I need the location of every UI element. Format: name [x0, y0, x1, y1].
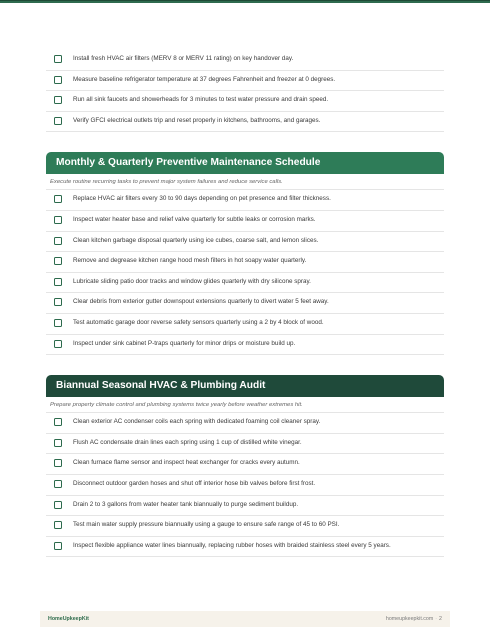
list-item[interactable] [46, 211, 444, 232]
list-item[interactable] [46, 71, 444, 92]
checkbox-icon[interactable] [54, 480, 62, 488]
task-text: Remove and degrease kitchen range hood mesh filters in hot soapy water quarterly. [73, 257, 307, 265]
checkbox-icon[interactable] [54, 195, 62, 203]
footer-separator: · [435, 616, 438, 622]
section-header: Biannual Seasonal HVAC & Plumbing Audit [46, 375, 444, 397]
checkbox-icon[interactable] [54, 96, 62, 104]
task-text: Clear debris from exterior gutter downspout extensions quarterly to divert water 5 feet away. [73, 298, 329, 306]
task-text: Clean exterior AC condenser coils each spring with dedicated foaming coil cleaner spray. [73, 418, 321, 426]
checkbox-icon[interactable] [54, 278, 62, 286]
list-item[interactable] [46, 454, 444, 475]
list-item[interactable] [46, 496, 444, 517]
checkbox-icon[interactable] [54, 55, 62, 63]
intro-task-list [46, 50, 444, 132]
task-text: Inspect flexible appliance water lines biannually, replacing rubber hoses with braided stainless steel every 5 years. [73, 541, 391, 549]
list-item[interactable] [46, 314, 444, 335]
checkbox-icon[interactable] [54, 459, 62, 467]
task-text: Test main water supply pressure biannually using a gauge to ensure safe range of 45 to 60 PSI. [73, 521, 340, 529]
checkbox-icon[interactable] [54, 117, 62, 125]
checkbox-icon[interactable] [54, 501, 62, 509]
task-text: Replace HVAC air filters every 30 to 90 days depending on pet presence and filter thickness. [73, 195, 331, 203]
task-text: Inspect water heater base and relief valve quarterly for subtle leaks or corrosion marks. [73, 215, 316, 223]
task-text: Flush AC condensate drain lines each spring using 1 cup of distilled white vinegar. [73, 438, 302, 446]
list-item[interactable] [46, 475, 444, 496]
checkbox-icon[interactable] [54, 521, 62, 529]
list-item[interactable] [46, 112, 444, 133]
checklist-content [46, 50, 444, 557]
checkbox-icon[interactable] [54, 76, 62, 84]
checkbox-icon[interactable] [54, 418, 62, 426]
top-rule [0, 0, 490, 3]
checkbox-icon[interactable] [54, 216, 62, 224]
task-text: Measure baseline refrigerator temperature at 37 degrees Fahrenheit and freezer at 0 degrees. [73, 75, 336, 83]
list-item[interactable] [46, 252, 444, 273]
list-item[interactable] [46, 413, 444, 434]
task-text: Test automatic garage door reverse safety sensors quarterly using a 2 by 4 block of wood. [73, 318, 324, 326]
checkbox-icon[interactable] [54, 340, 62, 348]
task-text: Lubricate sliding patio door tracks and window glides quarterly with dry silicone spray. [73, 277, 311, 285]
checkbox-icon[interactable] [54, 439, 62, 447]
footer-page-info [386, 611, 442, 627]
task-text: Verify GFCI electrical outlets trip and reset properly in kitchens, bathrooms, and garages. [73, 116, 321, 124]
checkbox-icon[interactable] [54, 542, 62, 550]
list-item[interactable] [46, 335, 444, 356]
section-header: Monthly & Quarterly Preventive Maintenance Schedule [46, 152, 444, 174]
footer-site-link[interactable]: homeupkeepkit.com [385, 616, 434, 622]
task-text: Drain 2 to 3 gallons from water heater tank biannually to purge sediment buildup. [73, 500, 299, 508]
list-item[interactable] [46, 91, 444, 112]
section-description: Execute routine recurring tasks to prevent major system failures and reduce service calls. [46, 174, 444, 190]
task-text: Install fresh HVAC air filters (MERV 8 or MERV 11 rating) on key handover day. [73, 55, 294, 62]
checkbox-icon[interactable] [54, 257, 62, 265]
page-number: 2 [439, 616, 442, 622]
list-item[interactable] [46, 293, 444, 314]
section-biannual-audit [46, 375, 444, 557]
task-text: Clean furnace flame sensor and inspect heat exchanger for cracks every autumn. [73, 459, 300, 467]
section-monthly-quarterly [46, 152, 444, 355]
task-text: Inspect under sink cabinet P-traps quarterly for minor drips or moisture build up. [73, 339, 296, 347]
checkbox-icon[interactable] [54, 319, 62, 327]
list-item[interactable] [46, 537, 444, 558]
list-item[interactable] [46, 190, 444, 211]
list-item[interactable] [46, 434, 444, 455]
task-text: Disconnect outdoor garden hoses and shut off interior hose bib valves before first frost. [73, 479, 316, 487]
list-item[interactable] [46, 232, 444, 253]
list-item[interactable] [46, 50, 444, 71]
task-text: Run all sink faucets and showerheads for 3 minutes to test water pressure and drain speed. [73, 96, 329, 104]
list-item[interactable] [46, 516, 444, 537]
task-text: Clean kitchen garbage disposal quarterly using ice cubes, coarse salt, and lemon slices. [73, 236, 319, 244]
footer-brand: HomeUpkeepKit [48, 616, 89, 622]
list-item[interactable] [46, 273, 444, 294]
page-footer [40, 611, 450, 627]
section-description: Prepare property climate control and plumbing systems twice yearly before weather extremes hit. [46, 397, 444, 413]
checkbox-icon[interactable] [54, 298, 62, 306]
checkbox-icon[interactable] [54, 237, 62, 245]
